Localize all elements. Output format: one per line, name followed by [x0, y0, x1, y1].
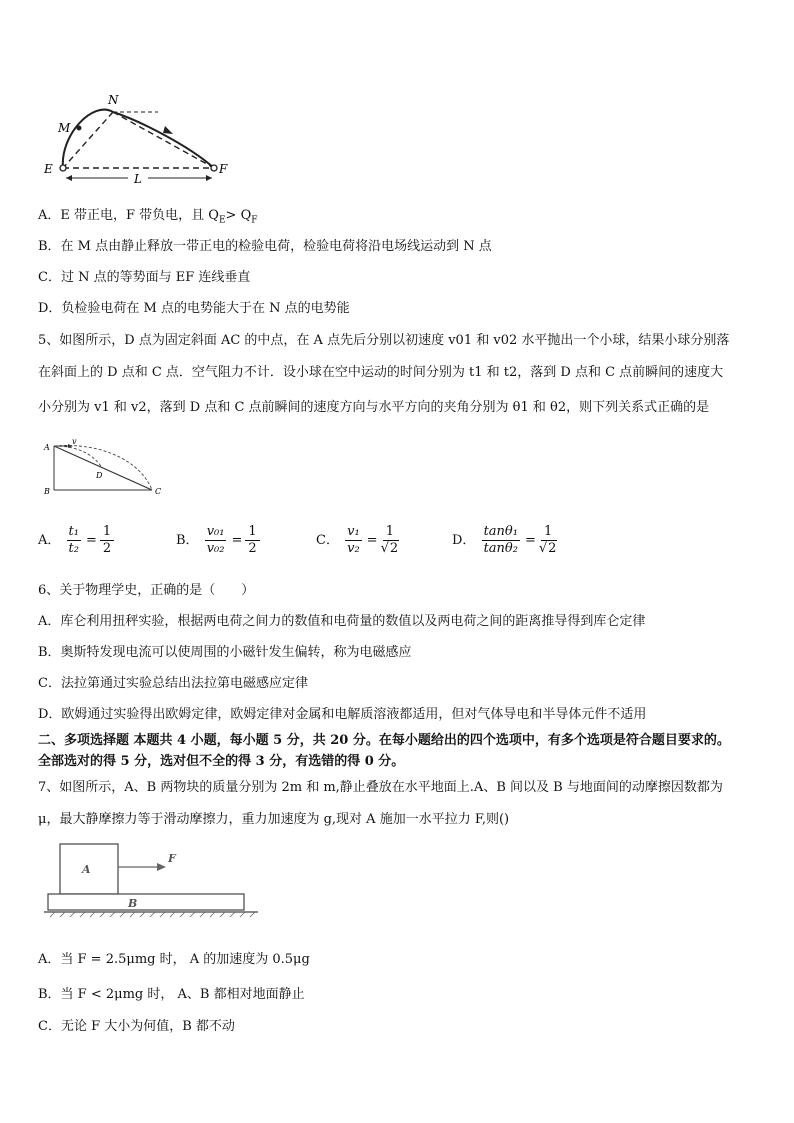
section2-header-line2: 全部选对的得 5 分，选对但不全的得 3 分，有选错的得 0 分。: [38, 754, 405, 769]
incline-label-v: v: [72, 438, 77, 446]
q4-option-a: A．E 带正电，F 带负电，且 $Q_E> Q_F$: [38, 208, 258, 226]
q5-stem-line1: 5、如图所示，D 点为固定斜面 AC 的中点，在 A 点先后分别以初速度 v01 和 v02 水平抛出一个小球，结果小球分别落: [38, 333, 730, 348]
block-label-B: B: [128, 897, 138, 910]
q5-stem-line3: 小分别为 v1 和 v2，落到 D 点和 C 点前瞬间的速度方向与水平方向的夹角分别为 θ1 和 θ2，则下列关系式正确的是: [38, 400, 710, 415]
q6-option-a: A．库仑利用扭秤实验，根据两电荷之间力的数值和电荷量的数值以及两电荷之间的距离推导得到库仑定律: [38, 614, 646, 629]
label-F: F: [219, 162, 228, 176]
label-E: E: [44, 162, 53, 176]
block-label-A: A: [82, 863, 91, 876]
q4-option-c: C．过 N 点的等势面与 EF 连线垂直: [38, 270, 251, 285]
force-label-F: F: [168, 852, 176, 865]
q5-stem-line2: 在斜面上的 D 点和 C 点．空气阻力不计．设小球在空中运动的时间分别为 t1 和 t2，落到 D 点和 C 点前瞬间的速度大: [38, 365, 724, 380]
figure-incline: [40, 438, 170, 498]
q5-option-c: C． $\frac{\text{v₁}}{\text{v₂}}$ = $\frac{1}{√2}$: [316, 524, 399, 556]
q4-option-b: B．在 M 点由静止释放一带正电的检验电荷，检验电荷将沿电场线运动到 N 点: [38, 239, 492, 254]
label-L: L: [134, 172, 142, 186]
incline-label-B: B: [44, 487, 50, 496]
q5-option-b: B． $\frac{\text{v₀₁}}{\text{v₀₂}}$ = $\frac{1}{2}$: [176, 524, 260, 557]
incline-label-A: A: [44, 443, 50, 452]
incline-label-D: D: [96, 471, 103, 480]
label-M: M: [58, 121, 71, 135]
q6-option-b: B．奥斯特发现电流可以使周围的小磁针发生偏转，称为电磁感应: [38, 645, 412, 660]
q5-option-d: D． $\frac{\text{tanθ₁}}{\text{tanθ₂}}$ = $\frac{1}{√2}$: [452, 524, 557, 556]
figure-field-line: [38, 90, 238, 190]
q6-option-d: D．欧姆通过实验得出欧姆定律，欧姆定律对金属和电解质溶液都适用，但对气体导电和半导体元件不适用: [38, 707, 647, 722]
label-N: N: [108, 93, 119, 107]
q7-stem-line2: μ，最大静摩擦力等于滑动摩擦力，重力加速度为 g,现对 A 施加一水平拉力 F,则(): [38, 812, 510, 827]
q6-stem: 6、关于物理学史，正确的是（ ）: [38, 583, 255, 598]
q7-stem-line1: 7、如图所示，A、B 两物块的质量分别为 2m 和 m,静止叠放在水平地面上.A、B 间以及 B 与地面间的动摩擦因数都为: [38, 780, 723, 795]
q4-option-d: D．负检验电荷在 M 点的电势能大于在 N 点的电势能: [38, 301, 350, 316]
q7-option-c: C．无论 F 大小为何值，B 都不动: [38, 1019, 235, 1034]
q5-option-a: A． $\frac{\text{t₁}}{\text{t₂}}$ = $\frac{1}{2}$: [38, 524, 114, 557]
q6-option-c: C．法拉第通过实验总结出法拉第电磁感应定律: [38, 676, 308, 691]
q7-option-a: A．当 F = 2.5μmg 时， A 的加速度为 0.5μg: [38, 952, 310, 967]
q7-option-b: B．当 F < 2μmg 时， A、B 都相对地面静止: [38, 987, 305, 1002]
section2-header-line1: 二、多项选择题 本题共 4 小题，每小题 5 分，共 20 分。在每小题给出的四个选项中，有多个选项是符合题目要求的。: [38, 733, 730, 748]
incline-label-C: C: [155, 487, 162, 496]
figure-blocks: [44, 840, 264, 920]
